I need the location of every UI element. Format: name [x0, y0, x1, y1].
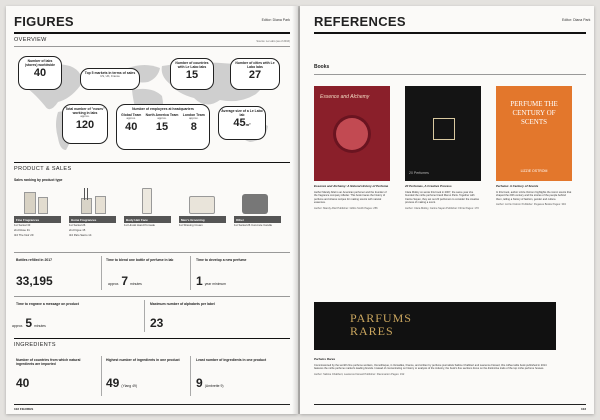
title-rule: [314, 32, 586, 34]
bubble-value: [221, 117, 263, 129]
footer-rule: [314, 404, 586, 405]
hq-team-name: London Team: [182, 113, 205, 118]
magazine-cover-title: PARFUMS RARES: [350, 311, 412, 338]
diffuser-image: [69, 186, 116, 214]
book-meta: Author: Lizzie Ostrom Publisher: Pegasus Books Pages: 304: [496, 203, 566, 207]
jar-image: [179, 186, 226, 214]
left-footer: [14, 407, 33, 411]
product-type-label: Fine Fragrances: [14, 216, 61, 223]
product-column-other: [234, 186, 281, 228]
rank-item: 2nd Rose 31: [14, 227, 30, 232]
stat-value: 5: [25, 316, 32, 330]
stat-label: Bottles refilled in 2017: [16, 258, 52, 262]
stat-value: 33,195: [16, 274, 53, 288]
page-number: 103: [580, 407, 586, 411]
rank-item: 3rd Palo Santo 14: [69, 232, 92, 237]
product-type-label: Home Fragrances: [69, 216, 116, 223]
page-title: FIGURES: [14, 14, 74, 29]
stat-value: 49: [106, 376, 120, 390]
stat-note: (Ambrette 9): [204, 384, 224, 388]
product-column-home: [69, 186, 116, 238]
rank-item: 1st Shaving Cream: [179, 223, 203, 227]
left-page: [6, 6, 298, 414]
cover-title: 20 Perfumes: [409, 171, 429, 175]
editor-credit: Editor: Diana Park: [261, 18, 290, 22]
hq-team-value: 40: [125, 120, 138, 133]
rank-item: 1st Hinoki Hand Pomade: [124, 223, 155, 227]
stats-rule: [14, 252, 290, 253]
rank-item: 2nd Figue 15: [69, 227, 86, 232]
bubble-sub: US, UK, France: [100, 74, 120, 79]
books-rule: [314, 74, 586, 75]
product-column-grooming: [179, 186, 226, 228]
stat-value: 23: [150, 316, 164, 330]
stat-unit: minutes: [130, 282, 142, 286]
flower-graphic: [336, 118, 368, 150]
bubble-value: 15: [185, 69, 199, 82]
magazine-entry: [314, 354, 556, 376]
product-type-label: Body Hair Face: [124, 216, 171, 223]
book-meta: Author: Clara Molloy, Carine Sayan Publisher: Flirrie Pages: 170: [405, 206, 479, 210]
bubble-value: 120: [75, 118, 95, 131]
magazine-description: Commissioned by the world's fine perfume workers, Osmothèque, in Versailles, France, and written by perfume journalists Sabine Chabbert and Laurence Féraud, this coffee table book published in 2014 features the niche perfume market's leading brands. Instead of concentrating on history or analysis of the industry, the book's five sections focus on the distinctive traits of the top niche perfume houses.: [314, 363, 547, 371]
stat-value: 1: [196, 274, 203, 288]
book-cover: [314, 86, 390, 181]
rank-item: 3rd The Noir 29: [14, 232, 34, 237]
stat-label: Highest number of ingredients in one product: [106, 358, 180, 362]
product-column-body: [124, 186, 171, 228]
book-meta: Author: Mandy Aftel Publisher: Gibbs Smith Pages: 256: [314, 206, 378, 210]
hq-column: [146, 113, 179, 133]
stat-unit: year minimum: [204, 282, 226, 286]
book-title: Essence and Alchemy: A Natural History of Perfume: [314, 184, 389, 188]
bubble-label: Total number of "noses" working in labs: [65, 107, 105, 116]
stat-value-line: [196, 274, 228, 288]
hq-column: [183, 113, 205, 133]
stat-label: Time to develop a new perfume: [196, 258, 247, 262]
stat-value-line: [106, 274, 144, 288]
stat-value-line: [196, 376, 226, 390]
overview-rule: [14, 46, 290, 47]
hq-column: [121, 113, 141, 133]
perfume-bottles-image: [14, 186, 61, 214]
magazine-cover: [314, 302, 556, 350]
bubble-label: Number of cities with Le Labo labs: [235, 61, 275, 70]
bubble-label: Number of countries with Le Labo labs: [175, 61, 209, 70]
bubble-value-number: 45: [233, 117, 246, 130]
cover-author: LIZZIE OSTROM: [520, 169, 548, 173]
bubble-value: 40: [33, 67, 47, 80]
rank-item: 1st Santal 26 Concrete Candle: [234, 223, 273, 227]
rank-item: 1st Santal 26: [69, 223, 86, 227]
bottle-graphic: [433, 118, 455, 140]
title-rule: [14, 32, 290, 34]
bubble-label: Number of employees at headquarters: [132, 107, 194, 111]
stat-value: 40: [16, 376, 30, 390]
tube-image: [124, 186, 171, 214]
book-description: Author Mandy Aftel is an American perfumer and the founder of the fragrance company Aftelier. This book traces the history of perfume and shares recipes for making scents with natural essences.: [314, 190, 387, 205]
lab-size-bubble: [218, 106, 266, 140]
book-description: Clara Molloy co-wrote this book in 2007, the same year she founded the niche perfume brand Memo Paris. Together with Carine Sayan, they set out 20 perfumers to consider the creative process of making a scent.: [405, 190, 480, 205]
stat-value: 7: [121, 274, 128, 288]
product-heading: PRODUCT & SALES: [14, 166, 72, 172]
stat-value-line: [10, 316, 48, 330]
stat-value-line: [106, 376, 139, 390]
hq-team-value: 15: [155, 120, 169, 133]
candle-image: [234, 186, 281, 214]
page-number: 102: [14, 407, 20, 411]
footer-section: FIGURES: [19, 407, 34, 411]
book-cover: [405, 86, 481, 181]
stat-prefix: approx.: [108, 282, 120, 286]
countries-bubble: [170, 58, 214, 90]
right-page: [300, 6, 594, 414]
bubble-value-unit: m²: [245, 122, 251, 128]
cover-title: PERFUME THE CENTURY OF SCENTS: [510, 100, 558, 126]
book-cover: [496, 86, 572, 181]
book-description: In this book, author Lizzie Ostrom highlights the iconic scents that shaped the 20th century and the stories of the people behind them, telling a history of fashion, gender and culture.: [496, 190, 572, 201]
ingredients-rule: [14, 338, 290, 339]
stat-value: 9: [196, 376, 203, 390]
bubble-label: Number of labs (stores) worldwide: [25, 59, 55, 68]
stats-divider: [190, 256, 191, 290]
hq-team-name: North America Team: [145, 113, 179, 118]
stat-label: Time to engrave a message on product: [16, 302, 79, 306]
book-entry: [405, 86, 481, 210]
bubble-value: 27: [248, 69, 262, 82]
overview-heading: OVERVIEW: [14, 37, 47, 43]
cover-title: Essence and Alchemy: [320, 94, 370, 100]
hq-employees-bubble: [116, 104, 210, 150]
magazine-title: Parfums Rares: [314, 357, 336, 361]
stats-divider: [101, 256, 102, 290]
top-markets-bubble: [80, 68, 140, 90]
ranking-label: Sales ranking by product type: [14, 178, 63, 182]
stat-note: (Ylang 49): [121, 384, 138, 388]
book-title: 20 Perfumes, A Creative Process: [405, 184, 452, 188]
stats-rule: [14, 296, 290, 297]
overview-source: Source: Le Labo (as of 2016): [256, 40, 290, 43]
stats-divider: [144, 300, 145, 332]
stats-divider: [190, 356, 191, 396]
stat-prefix: approx.: [12, 324, 24, 328]
stat-unit: minutes: [34, 324, 46, 328]
stat-label: Maximum number of alphabets per label: [150, 302, 215, 306]
stats-divider: [101, 356, 102, 396]
hq-team-sub: approx.: [189, 116, 199, 121]
footer-rule: [14, 404, 290, 405]
hq-columns: [119, 113, 207, 133]
hq-team-value: 8: [190, 120, 197, 133]
noses-bubble: [62, 104, 108, 144]
book-entry: [496, 86, 572, 207]
ingredients-heading: INGREDIENTS: [14, 342, 56, 348]
hq-team-sub: approx.: [157, 116, 167, 121]
product-type-label: Men's Grooming: [179, 216, 226, 223]
stat-label: Number of countries from which natural ingredients are imported: [16, 358, 81, 367]
stat-label: Least number of ingredients in one product: [196, 358, 267, 362]
page-title: REFERENCES: [314, 14, 406, 29]
books-heading: Books: [314, 64, 330, 70]
book-title: Perfume: A Century of Scents: [496, 184, 539, 188]
labs-worldwide-bubble: [18, 56, 62, 90]
rank-item: 1st Santal 33: [14, 223, 31, 227]
product-rule: [14, 162, 290, 163]
editor-credit: Editor: Diana Park: [562, 18, 591, 22]
stat-label: Time to blend one bottle of perfume in lab: [106, 258, 174, 262]
book-entry: [314, 86, 390, 210]
product-type-label: Other: [234, 216, 281, 223]
bubble-label: Top 5 markets in terms of sales: [84, 71, 136, 75]
magazine-meta: Author: Sabine Chabbert, Laurence Féraud Publisher: Flammarion Pages: 192: [314, 372, 405, 376]
product-column-fine: [14, 186, 61, 238]
hq-team-name: Global Team: [121, 113, 142, 118]
bubble-label: Average size of a Le Labo lab: [221, 109, 263, 118]
bubble-sub: approx.: [80, 114, 90, 119]
hq-team-sub: approx.: [126, 116, 136, 121]
cities-bubble: [230, 58, 280, 90]
